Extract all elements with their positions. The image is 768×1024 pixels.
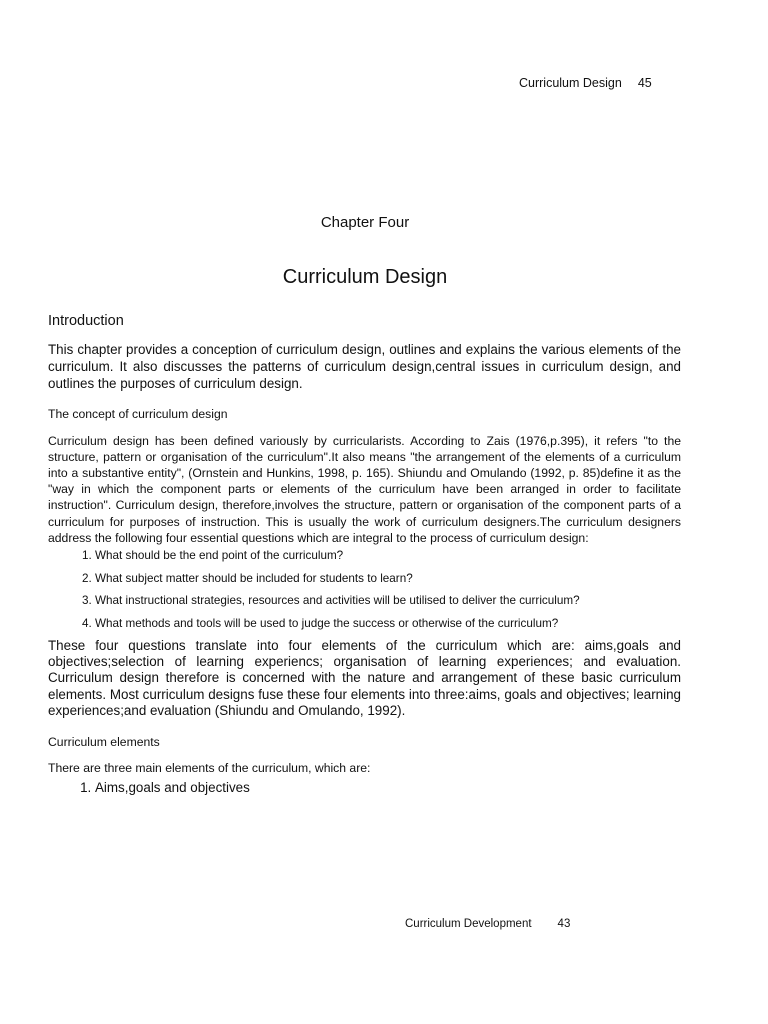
list-item: 1. What should be the end point of the curriculum? xyxy=(95,548,681,563)
list-item: 1. Aims,goals and objectives xyxy=(95,779,681,796)
running-footer xyxy=(405,918,570,930)
list-item: 4. What methods and tools will be used to judge the success or otherwise of the curriculum? xyxy=(95,616,681,631)
elements-intro: There are three main elements of the curriculum, which are: xyxy=(48,761,371,776)
questions-list xyxy=(48,548,681,631)
list-item: 2. What subject matter should be included for students to learn? xyxy=(95,571,681,586)
introduction-paragraph: This chapter provides a conception of curriculum design, outlines and explains the various elements of the curriculum. It also discusses the patterns of curriculum design,central issues in curriculum design, and outlines the purposes of curriculum design. xyxy=(48,342,681,392)
body-content xyxy=(48,313,681,796)
introduction-heading: Introduction xyxy=(48,313,124,329)
summary-paragraph: These four questions translate into four elements of the curriculum which are: aims,goals and objectives;selection of learning experiencs; organisation of learning experiences; and evaluation. Curriculum design therefore is concerned with the nature and arrangement of these basic curriculum elements. Most curriculum designs fuse these four elements into three:aims, goals and objectives; learning experiences;and evaluation (Shiundu and Omulando, 1992). xyxy=(48,638,681,718)
elements-heading: Curriculum elements xyxy=(48,735,160,750)
running-header xyxy=(519,76,652,90)
elements-list xyxy=(48,779,681,796)
list-item: 3. What instructional strategies, resources and activities will be utilised to deliver the curriculum? xyxy=(95,593,681,608)
header-page-number: 45 xyxy=(637,76,652,90)
header-title: Curriculum Design xyxy=(519,76,622,90)
chapter-label: Chapter Four xyxy=(320,214,410,231)
footer-page-number: 43 xyxy=(557,918,571,930)
chapter-title: Curriculum Design xyxy=(282,266,448,288)
concept-heading: The concept of curriculum design xyxy=(48,406,228,421)
concept-paragraph: Curriculum design has been defined variously by curricularists. According to Zais (1976,p.395), it refers "to the structure, pattern or organisation of the curriculum".It also means "the arrangement of the elements of a curriculum into a substantive entity", (Ornstein and Hunkins, 1998, p. 165). Shiundu and Omulando (1992, p. 85)define it as the "way in which the component parts or elements of the curriculum have been arranged in order to facilitate instruction". Curriculum design, therefore,involves the structure, pattern or organisation of the component parts of a curriculum for purposes of instruction. This is usually the work of curriculum designers.The curriculum designers address the following four essential questions which are integral to the process of curriculum design: xyxy=(48,433,681,545)
footer-title: Curriculum Development xyxy=(405,918,532,930)
